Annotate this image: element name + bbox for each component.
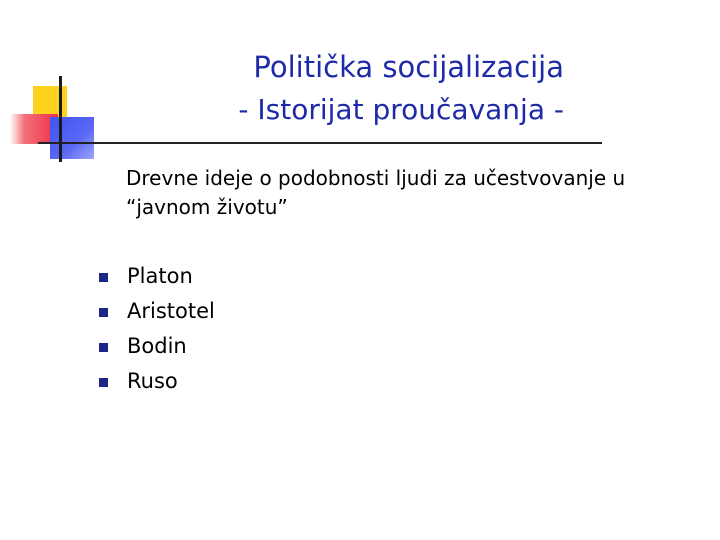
list-item [96,329,215,364]
square-bullet-icon [99,273,108,282]
title-divider [38,142,602,144]
bullet-list [96,259,215,399]
slide-title: Politička socijalizacija [253,50,564,84]
list-item [96,259,215,294]
list-item-label: Ruso [127,369,178,393]
list-item [96,294,215,329]
list-item-label: Platon [127,264,193,288]
blue-square-decoration [50,117,94,159]
vertical-rule [59,76,62,162]
list-item [96,364,215,399]
slide-subtitle: - Istorijat proučavanja - [238,93,564,126]
intro-text: Drevne ideje o podobnosti ljudi za učestvovanje u “javnom životu” [126,166,626,219]
square-bullet-icon [99,378,108,387]
square-bullet-icon [99,343,108,352]
list-item-label: Aristotel [127,299,215,323]
list-item-label: Bodin [127,334,187,358]
square-bullet-icon [99,308,108,317]
